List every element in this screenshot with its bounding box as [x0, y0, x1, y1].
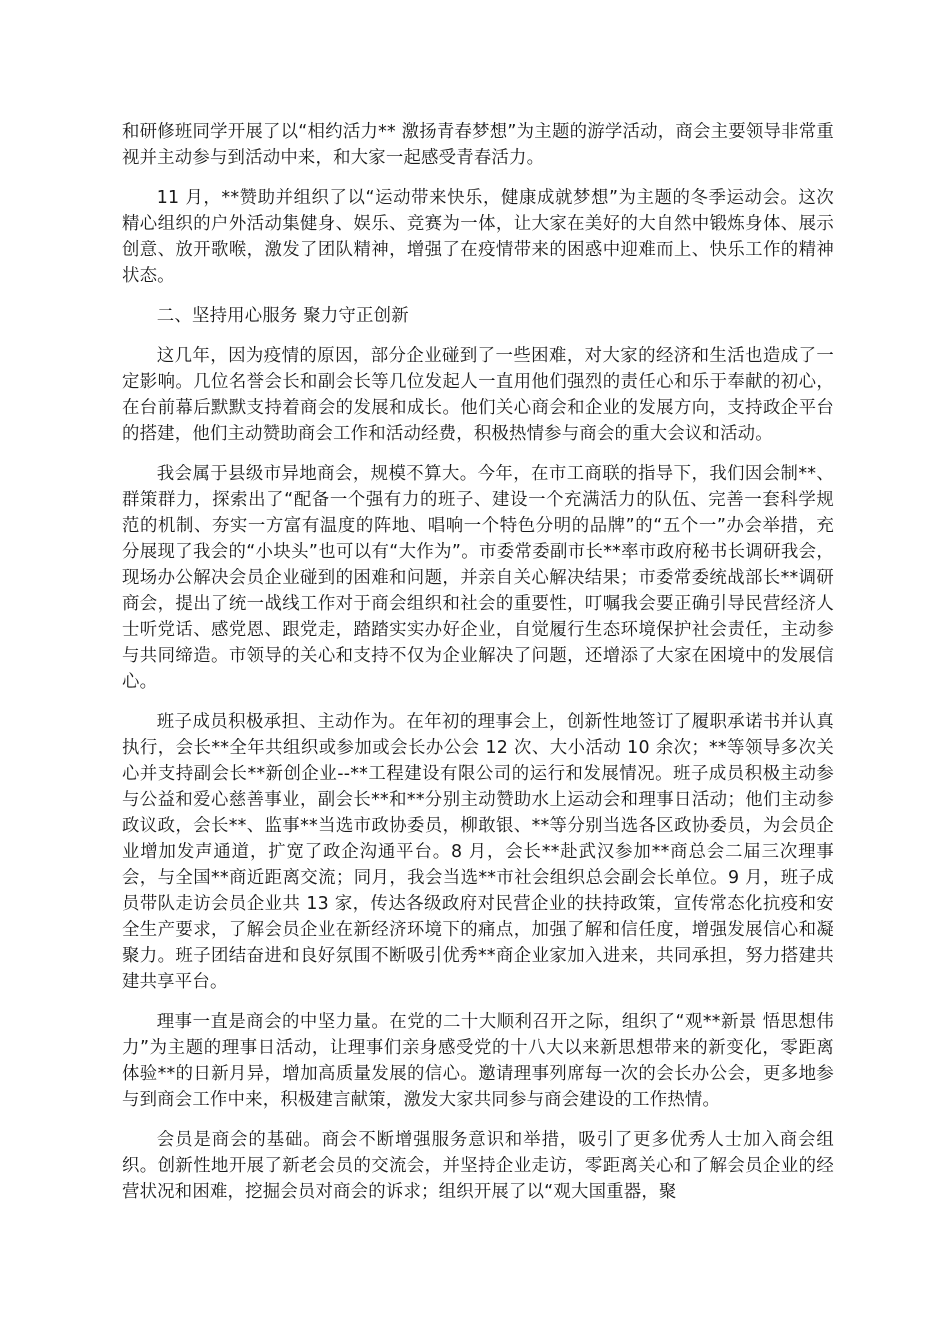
- paragraph-winter-sports: 11 月，**赞助并组织了以“运动带来快乐，健康成就梦想”为主题的冬季运动会。这次精心组织的户外活动集健身、娱乐、竞赛为一体，让大家在美好的大自然中锻炼身体、展示创意、放开歌喉，激发了团队精神，增强了在疫情带来的困惑中迎难而上、快乐工作的精神状态。: [122, 188, 834, 286]
- paragraph-pandemic-support: 这几年，因为疫情的原因，部分企业碰到了一些困难，对大家的经济和生活也造成了一定影响。几位名誉会长和副会长等几位发起人一直用他们强烈的责任心和乐于奉献的初心，在台前幕后默默支持着商会的发展和成长。他们关心商会和企业的发展方向，支持政企平台的搭建，他们主动赞助商会工作和活动经费，积极热情参与商会的重大会议和活动。: [122, 346, 834, 444]
- paragraph-members: 会员是商会的基础。商会不断增强服务意识和举措，吸引了更多优秀人士加入商会组织。创新性地开展了新老会员的交流会，并坚持企业走访，零距离关心和了解会员企业的经营状况和困难，挖掘会员对商会的诉求；组织开展了以“观大国重器，聚: [122, 1130, 834, 1202]
- paragraph-directors: 理事一直是商会的中坚力量。在党的二十大顺利召开之际，组织了“观**新景 悟思想伟力”为主题的理事日活动，让理事们亲身感受党的十八大以来新思想带来的新变化，零距离体验**的日新月异，增加高质量发展的信心。邀请理事列席每一次的会长办公会，更多地参与到商会工作中来，积极建言献策，激发大家共同参与商会建设的工作热情。: [122, 1012, 834, 1110]
- paragraph-continued: 和研修班同学开展了以“相约活力** 激扬青春梦想”为主题的游学活动，商会主要领导非常重视并主动参与到活动中来，和大家一起感受青春活力。: [122, 122, 834, 168]
- section-heading: 二、坚持用心服务 聚力守正创新: [156, 306, 409, 326]
- paragraph-leadership: 班子成员积极承担、主动作为。在年初的理事会上，创新性地签订了履职承诺书并认真执行，会长**全年共组织或参加或会长办公会 12 次、大小活动 10 余次；**等领导多次关心并支持副会长**新创企业--**工程建设有限公司的运行和发展情况。班子成员积极主动参与公益和爱心慈善事业，副会长**和**分别主动赞助水上运动会和理事日活动；他们主动参政议政，会长**、监事**当选市政协委员，柳敢银、**等分别当选各区政协委员，为会员企业增加发声通道，扩宽了政企沟通平台。8 月，会长**赴武汉参加**商总会二届三次理事会，与全国**商近距离交流；同月，我会当选**市社会组织总会副会长单位。9 月，班子成员带队走访会员企业共 13 家，传达各级政府对民营企业的扶持政策，宣传常态化抗疫和安全生产要求，了解会员企业在新经济环境下的痛点，加强了解和信任度，增强发展信心和凝聚力。班子团结奋进和良好氛围不断吸引优秀**商企业家加入进来，共同承担，努力搭建共建共享平台。: [122, 712, 834, 992]
- document-body: [122, 119, 834, 1219]
- paragraph-five-ones: 我会属于县级市异地商会，规模不算大。今年，在市工商联的指导下，我们因会制**、群策群力，探索出了“配备一个强有力的班子、建设一个充满活力的队伍、完善一套科学规范的机制、夯实一方富有温度的阵地、唱响一个特色分明的品牌”的“五个一”办会举措，充分展现了我会的“小块头”也可以有“大作为”。市委常委副市长**率市政府秘书长调研我会，现场办公解决会员企业碰到的困难和问题，并亲自关心解决结果；市委常委统战部长**调研商会，提出了统一战线工作对于商会组织和社会的重要性，叮嘱我会要正确引导民营经济人士听党话、感党恩、跟党走，踏踏实实办好企业，自觉履行生态环境保护社会责任，主动参与共同缔造。市领导的关心和支持不仅为企业解决了问题，还增添了大家在困境中的发展信心。: [122, 464, 834, 692]
